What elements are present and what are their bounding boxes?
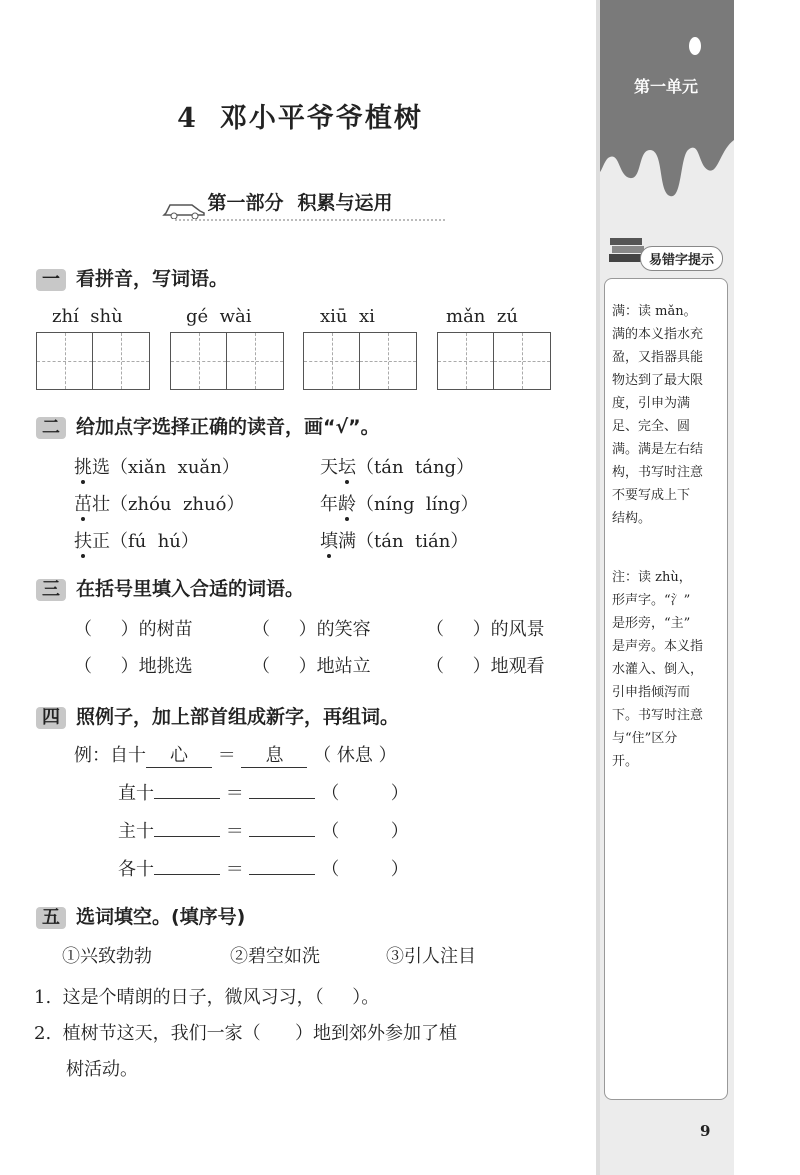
reading-item: 年龄（níng líng） bbox=[320, 494, 479, 515]
reading-item: 天坛（tán táng） bbox=[320, 457, 475, 478]
reading-item: 茁壮（zhóu zhuó） bbox=[74, 494, 245, 515]
option: ③引人注目 bbox=[386, 946, 476, 967]
writing-grid-1[interactable] bbox=[36, 332, 150, 390]
tip-text-man: 满：读 mǎn。 满的本义指水充 盈，又指器具能 物达到了最大限 度，引申为满 足、完全、圆 满。满是左右结 构，书写时注意 不要写成上下 结构。 bbox=[612, 304, 704, 526]
option: ①兴致勃勃 bbox=[62, 946, 152, 967]
fill-item: （ ）地站立 bbox=[252, 656, 371, 677]
unit-label: 第一单元 bbox=[633, 77, 698, 96]
section-3-heading: 三 在括号里填入合适的词语。 bbox=[36, 574, 304, 601]
tip-title: 易错字提示 bbox=[640, 246, 723, 271]
pinyin-1: zhí shù bbox=[52, 306, 123, 327]
option: ②碧空如洗 bbox=[230, 946, 320, 967]
section-1-heading: 一 看拼音，写词语。 bbox=[36, 264, 228, 291]
section-5-heading: 五 选词填空。(填序号) bbox=[36, 902, 245, 929]
part-heading: 第一部分 积累与运用 bbox=[207, 192, 393, 214]
compose-row: 主十 ＝ （ ） bbox=[118, 821, 409, 842]
example-row: 例：自十 心 ＝ 息 （ 休息 ） bbox=[74, 741, 397, 768]
sidebar-drip-decoration bbox=[600, 0, 734, 260]
drop-icon bbox=[689, 37, 701, 55]
part-underline bbox=[175, 219, 445, 223]
writing-grid-2[interactable] bbox=[170, 332, 284, 390]
writing-grid-4[interactable] bbox=[437, 332, 551, 390]
question-2: 2. 植树节这天，我们一家（ ）地到郊外参加了植 bbox=[34, 1023, 457, 1044]
reading-item: 填满（tán tián） bbox=[320, 531, 469, 552]
pinyin-4: mǎn zú bbox=[446, 306, 518, 327]
section-2-heading: 二 给加点字选择正确的读音，画“√”。 bbox=[36, 412, 380, 439]
fill-item: （ ）的风景 bbox=[426, 619, 545, 640]
pinyin-3: xiū xi bbox=[320, 306, 375, 327]
writing-grid-3[interactable] bbox=[303, 332, 417, 390]
compose-row: 直十 ＝ （ ） bbox=[118, 783, 409, 804]
reading-item: 挑选（xiǎn xuǎn） bbox=[74, 457, 240, 478]
pinyin-2: gé wài bbox=[186, 306, 252, 327]
lesson-title: 4 邓小平爷爷植树 bbox=[177, 103, 423, 134]
tip-text-zhu: 注：读 zhù， 形声字。“氵” 是形旁，“主” 是声旁。本义指 水灌入、倒入， 引申指倾泻而 下。书写时注意 与“住”区分 开。 bbox=[612, 570, 704, 769]
fill-item: （ ）的笑容 bbox=[252, 619, 371, 640]
fill-item: （ ）的树苗 bbox=[74, 619, 193, 640]
question-1: 1. 这是个晴朗的日子，微风习习，（ ）。 bbox=[34, 987, 380, 1008]
page-number: 9 bbox=[700, 1122, 711, 1140]
reading-item: 扶正（fú hú） bbox=[74, 531, 199, 552]
section-4-heading: 四 照例子，加上部首组成新字，再组词。 bbox=[36, 702, 399, 729]
fill-item: （ ）地观看 bbox=[426, 656, 545, 677]
fill-item: （ ）地挑选 bbox=[74, 656, 193, 677]
compose-row: 各十 ＝ （ ） bbox=[118, 859, 409, 880]
question-2-continued: 树活动。 bbox=[66, 1059, 138, 1080]
